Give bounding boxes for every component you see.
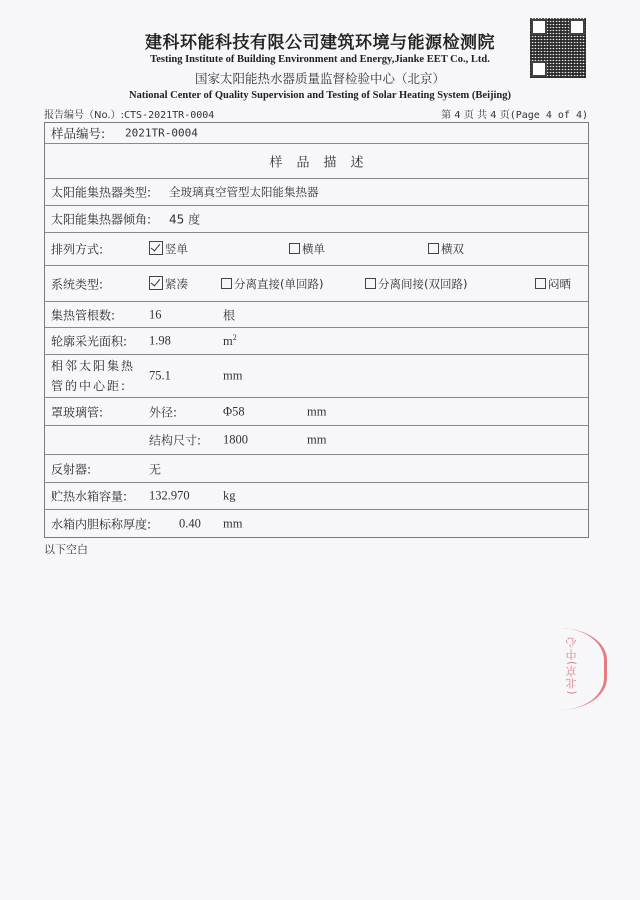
outer-diameter-unit: mm	[307, 404, 327, 418]
structure-size-label: 结构尺寸:	[149, 433, 202, 448]
system-type-row	[45, 266, 588, 302]
tube-count-row	[45, 302, 588, 328]
arrangement-row	[45, 233, 588, 266]
tank-capacity-row	[45, 483, 588, 510]
outer-diameter-label: 外径:	[149, 405, 178, 419]
aperture-area-value: 1.98	[149, 333, 171, 348]
section-title-row	[45, 144, 588, 179]
checkbox-icon[interactable]	[535, 278, 546, 289]
org-title-cn: 建科环能科技有限公司建筑环境与能源检测院	[145, 33, 495, 53]
reflector-row	[45, 455, 588, 483]
org-title-en: Testing Institute of Building Environment and Energy,Jianke EET Co., Ltd.	[150, 54, 490, 65]
page-indicator	[441, 106, 588, 121]
seal-stamp-text: (北京)中心	[565, 636, 578, 695]
cover-tube-label: 罩玻璃管:	[51, 405, 104, 419]
aperture-area-label: 轮廓采光面积:	[51, 334, 128, 349]
checkbox-checked-icon[interactable]	[149, 241, 163, 255]
system-type-option-compact[interactable]: 紧凑	[149, 276, 188, 292]
collector-type-row	[45, 179, 588, 206]
cover-tube-diameter-row	[45, 398, 588, 426]
tube-spacing-unit: mm	[223, 368, 243, 383]
tank-capacity-label: 贮热水箱容量:	[51, 489, 128, 504]
tilt-value: 45 度	[169, 212, 201, 227]
checkbox-icon[interactable]	[221, 278, 232, 289]
aperture-area-unit: $m^2$	[223, 332, 237, 349]
tube-count-unit: 根	[223, 308, 236, 322]
page-indicator-en: (Page 4 of 4)	[509, 110, 588, 121]
page-indicator-cn: 第 4 页 共 4 页	[441, 110, 510, 121]
tube-spacing-row	[45, 355, 588, 398]
tube-count-label: 集热管根数:	[51, 308, 116, 322]
cover-tube-length-row	[45, 426, 588, 455]
sample-no-label: 样品编号:	[51, 126, 106, 141]
report-number	[44, 106, 214, 121]
blank-below-note: 以下空白	[44, 543, 88, 556]
tube-spacing-value: 75.1	[149, 368, 171, 383]
liner-thickness-unit: mm	[223, 516, 243, 530]
center-title-cn: 国家太阳能热水器质量监督检验中心（北京）	[194, 71, 445, 86]
aperture-area-row	[45, 328, 588, 355]
tube-count-value: 16	[149, 307, 162, 321]
sample-description-table	[44, 122, 589, 538]
system-type-option-separate-indirect[interactable]: 分离间接(双回路)	[365, 276, 467, 292]
tank-capacity-value: 132.970	[149, 488, 190, 503]
tank-capacity-unit: kg	[223, 488, 236, 503]
tube-spacing-label: 相邻太阳集热 管的中心距:	[51, 359, 136, 393]
reflector-label: 反射器:	[51, 462, 92, 476]
tilt-row	[45, 206, 588, 233]
outer-diameter-value: Φ58	[223, 404, 245, 418]
collector-type-label: 太阳能集热器类型:	[51, 185, 152, 200]
report-number-value: CTS-2021TR-0004	[123, 110, 215, 121]
reflector-value: 无	[149, 462, 162, 476]
collector-type-value: 全玻璃真空管型太阳能集热器	[169, 185, 319, 199]
checkbox-checked-icon[interactable]	[149, 276, 163, 290]
system-type-label: 系统类型:	[51, 277, 104, 291]
system-type-option-batch[interactable]: 闷晒	[535, 276, 571, 292]
structure-size-unit: mm	[307, 432, 327, 447]
arrangement-label: 排列方式:	[51, 242, 104, 257]
checkbox-icon[interactable]	[365, 278, 376, 289]
structure-size-value: 1800	[223, 432, 248, 447]
arrangement-option-horizontal-single[interactable]: 横单	[289, 241, 325, 257]
report-number-label: 报告编号（No.）:	[44, 110, 124, 121]
tilt-label: 太阳能集热器倾角:	[51, 212, 152, 227]
sample-no-value: 2021TR-0004	[125, 126, 198, 140]
section-title: 样品描述	[269, 155, 378, 171]
checkbox-icon[interactable]	[289, 243, 300, 254]
system-type-option-separate-direct[interactable]: 分离直接(单回路)	[221, 276, 323, 292]
checkbox-icon[interactable]	[428, 243, 439, 254]
sample-no-row	[45, 123, 588, 144]
arrangement-option-vertical-single[interactable]: 竖单	[149, 241, 188, 257]
liner-thickness-row	[45, 510, 588, 537]
arrangement-option-horizontal-double[interactable]: 横双	[428, 241, 464, 257]
liner-thickness-label: 水箱内胆标称厚度:	[51, 517, 152, 531]
liner-thickness-value: 0.40	[179, 516, 201, 530]
center-title-en: National Center of Quality Supervision and Testing of Solar Heating System (Beijing)	[128, 90, 511, 101]
